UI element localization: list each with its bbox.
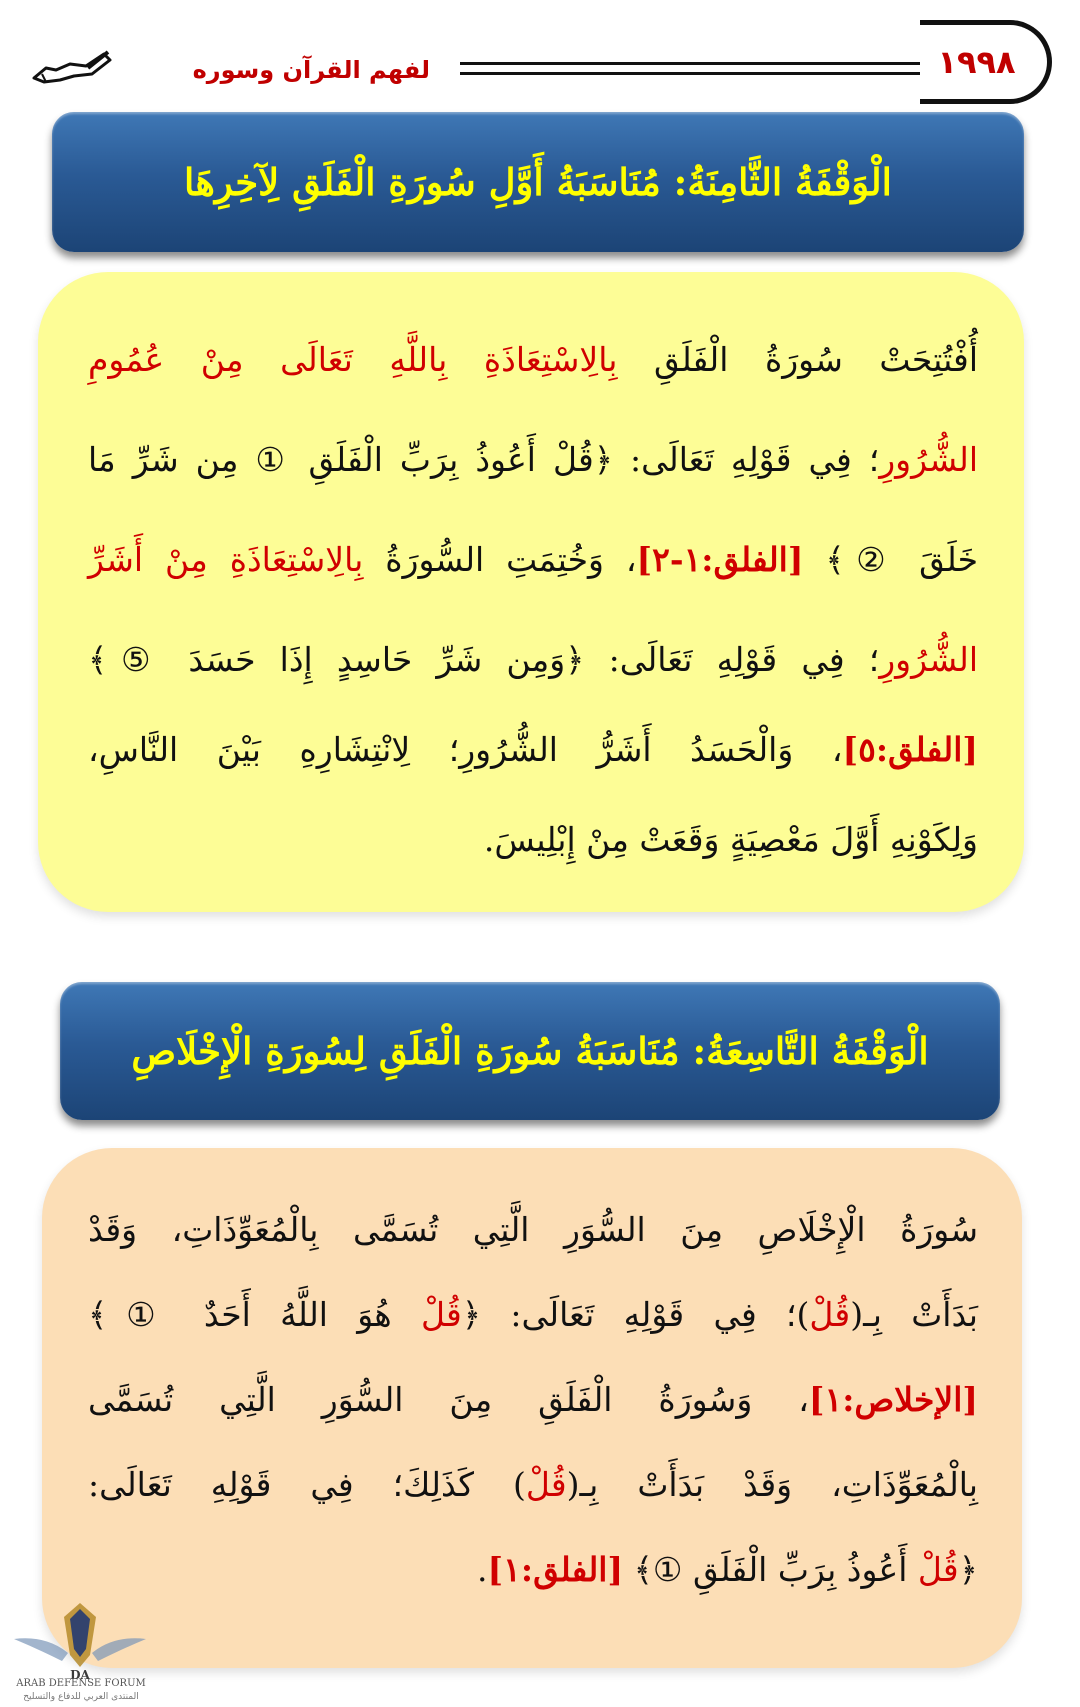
pen-writing-icon [30,44,114,86]
section-8-line-3 [88,530,978,590]
section-8-line-5 [88,720,978,780]
text-run: ﴿ [958,1550,978,1589]
text-run: )؛ فِي قَوْلِهِ تَعَالَى: ﴿ [461,1295,810,1334]
section-8-line-4 [88,630,978,690]
section-9-title: الْوَقْفَةُ التَّاسِعَةُ: مُنَاسَبَةُ سُورَةِ الْفَلَقِ لِسُورَةِ الْإِخْلَاصِ [131,1028,929,1073]
text-run: ) كَذَلِكَ؛ فِي قَوْلِهِ تَعَالَى: [88,1465,526,1504]
verse-reference: [الفلق:١-٢] [636,540,804,579]
text-run: خَلَقَ ②﴾ [803,540,978,579]
running-title: لفهم القرآن وسوره [192,56,430,84]
highlight-run: الشُّرُورِ [879,640,978,679]
section-9-line-2 [88,1285,978,1345]
highlight-run: بِالِاسْتِعَاذَةِ مِنْ أَشَرِّ [88,540,364,579]
text-run: ؛ فِي قَوْلِهِ تَعَالَى: ﴿وَمِن شَرِّ حَاسِدٍ إِذَا حَسَدَ ⑤﴾ [88,640,880,679]
highlight-run: بِالِاسْتِعَاذَةِ بِاللَّهِ تَعَالَى مِنْ عُمُومِ [88,340,618,379]
section-9-line-5 [88,1540,978,1600]
section-9-line-3 [88,1370,978,1430]
header-rule [460,62,920,65]
text-run: بَدَأَتْ بِـ( [850,1295,978,1334]
highlight-run: قُلْ [809,1295,851,1334]
text-run: ؛ فِي قَوْلِهِ تَعَالَى: ﴿قُلْ أَعُوذُ بِرَبِّ الْفَلَقِ ① مِن شَرِّ مَا [88,440,880,479]
text-run: أُفْتُتِحَتْ سُورَةُ الْفَلَقِ [617,340,978,379]
forum-logo-name-arabic: المنتدى العربي للدفاع والتسليح [23,1692,139,1702]
text-run: بِالْمُعَوِّذَاتِ، وَقَدْ بَدَأَتْ بِـ( [566,1465,978,1504]
text-run: . [477,1550,488,1589]
highlight-run: قُلْ [421,1295,462,1334]
text-run: وَلِكَوْنِهِ أَوَّلَ مَعْصِيَةٍ وَقَعَتْ مِنْ إِبْلِيسَ. [483,820,978,859]
text-run: ، وَخُتِمَتِ السُّورَةُ [363,540,637,579]
page-number: ١٩٩٨ [937,43,1016,81]
page-number-badge [920,20,1052,104]
verse-reference: [الفلق:٥] [842,730,978,769]
section-9-title-bar [60,982,1000,1120]
section-9-line-1 [88,1200,978,1260]
text-run: ، وَسُورَةُ الْفَلَقِ مِنَ السُّوَرِ الَّتِي تُسَمَّى [88,1380,809,1419]
highlight-run: قُلْ [525,1465,567,1504]
section-8-title: الْوَقْفَةُ الثَّامِنَةُ: مُنَاسَبَةُ أَوَّلِ سُورَةِ الْفَلَقِ لِآخِرِهَا [184,159,892,204]
verse-reference: [الإخلاص:١] [808,1380,978,1419]
section-8-title-bar [52,112,1024,252]
highlight-run: قُلْ [917,1550,959,1589]
verse-reference: [الفلق:١] [487,1550,624,1589]
text-run: سُورَةُ الْإِخْلَاصِ مِنَ السُّوَرِ الَّتِي تُسَمَّى بِالْمُعَوِّذَاتِ، وَقَدْ [88,1210,978,1249]
text-run: هُوَ اللَّهُ أَحَدٌ ①﴾ [88,1295,421,1334]
svg-text:DA: DA [70,1668,90,1682]
header-rule [460,72,920,75]
section-8-line-6 [88,810,978,870]
section-9-line-4 [88,1455,978,1515]
forum-logo-name: ARAB DEFENSE FORUM [16,1678,146,1689]
section-8-line-1 [88,330,978,390]
section-8-line-2 [88,430,978,490]
text-run: ، وَالْحَسَدُ أَشَرُّ الشُّرُورِ؛ لِانْتِشَارِهِ بَيْنَ النَّاسِ، [88,730,843,769]
text-run: أَعُوذُ بِرَبِّ الْفَلَقِ ①﴾ [623,1550,918,1589]
highlight-run: الشُّرُورِ [879,440,978,479]
